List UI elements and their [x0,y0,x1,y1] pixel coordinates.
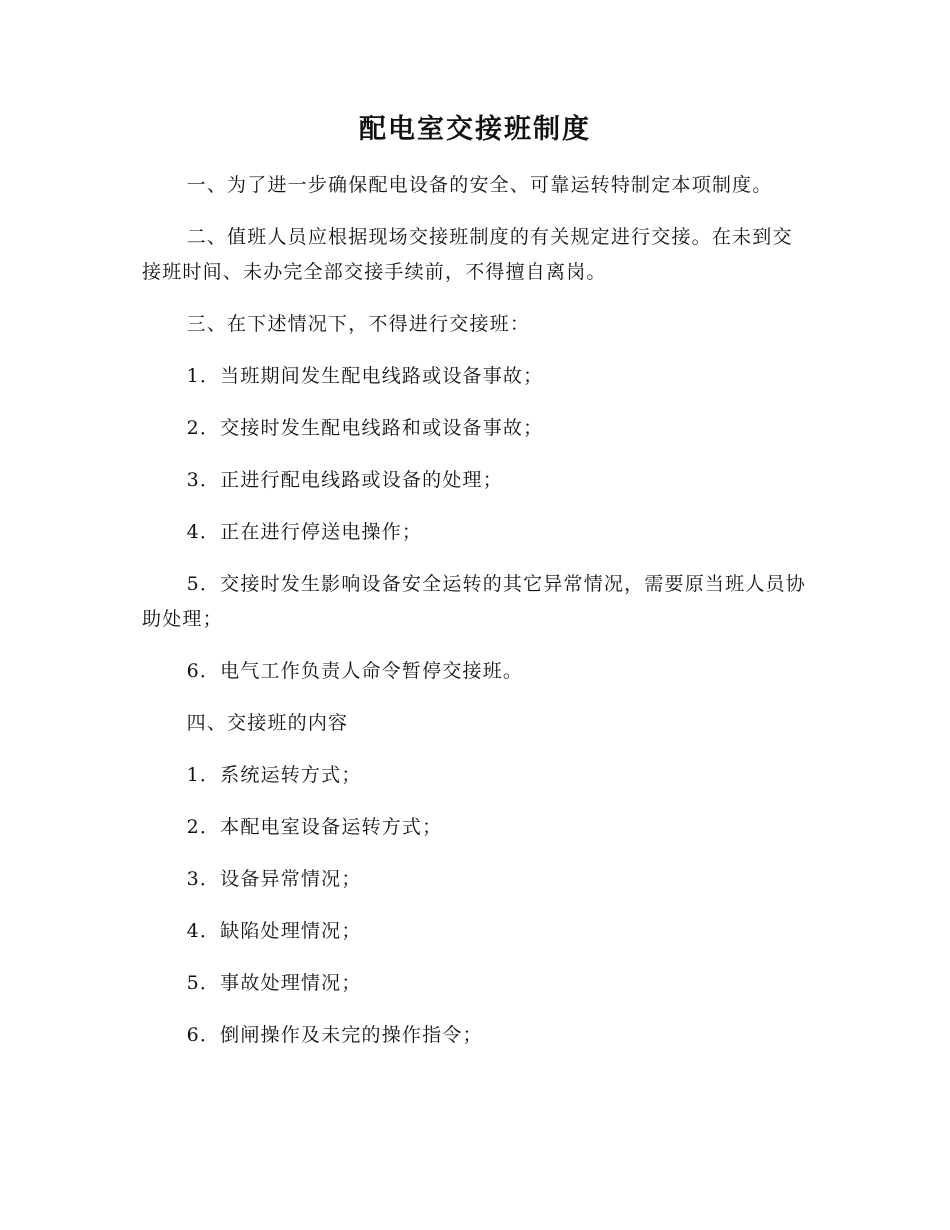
paragraph: 一、为了进一步确保配电设备的安全、可靠运转特制定本项制度。 [186,174,773,196]
list-item: 5．事故处理情况； [186,972,362,994]
document-body [142,168,807,1053]
section-heading: 四、交接班的内容 [186,712,349,734]
list-item: 3．正进行配电线路或设备的处理； [186,469,503,491]
paragraph: 二、值班人员应根据现场交接班制度的有关规定进行交接。在未到交接班时间、未办完全部交接手续前，不得擅自离岗。 [142,226,793,283]
list-item: 1．系统运转方式； [186,764,362,786]
list-item: 4．正在进行停送电操作； [186,521,423,543]
list-item: 3．设备异常情况； [186,868,362,890]
list-item: 4．缺陷处理情况； [186,920,362,942]
list-item: 1．当班期间发生配电线路或设备事故； [186,365,544,387]
list-item: 6．电气工作负责人命令暂停交接班。 [186,660,524,682]
list-item: 2．交接时发生配电线路和或设备事故； [186,417,544,439]
list-item: 6．倒闸操作及未完的操作指令； [186,1024,483,1046]
list-item: 5．交接时发生影响设备安全运转的其它异常情况，需要原当班人员协助处理； [142,573,806,630]
paragraph: 三、在下述情况下，不得进行交接班： [186,313,531,335]
list-item: 2．本配电室设备运转方式； [186,816,443,838]
document-title: 配电室交接班制度 [359,114,591,145]
